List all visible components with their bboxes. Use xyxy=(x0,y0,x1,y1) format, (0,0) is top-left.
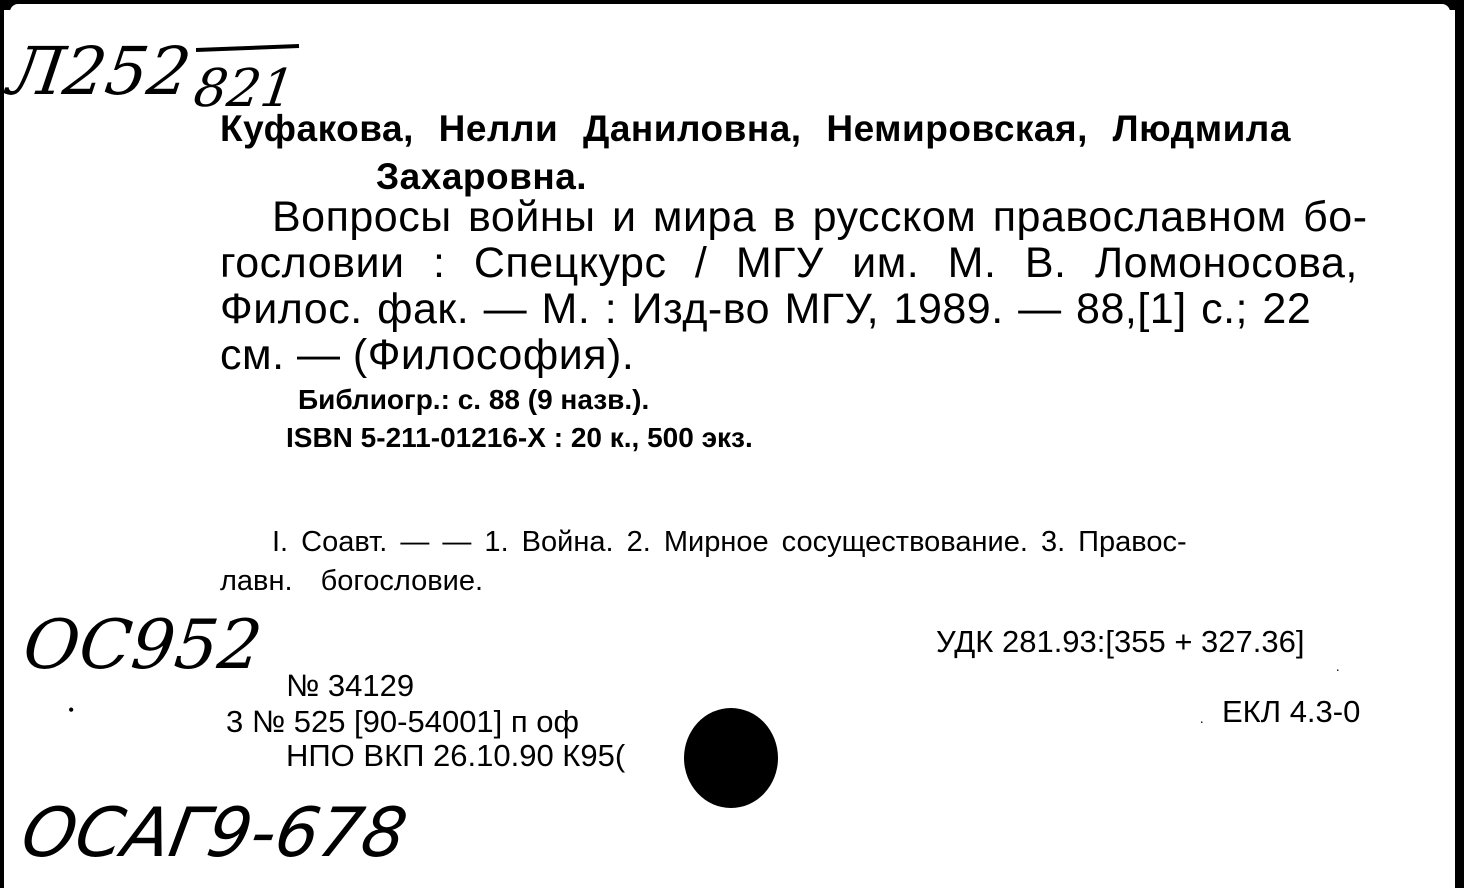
punch-hole xyxy=(684,708,778,808)
scan-speckle: • xyxy=(68,700,75,720)
title-line-1: Вопросы войны и мира в русском православном бо- xyxy=(272,193,1368,241)
card-top-edge-inner xyxy=(10,4,1450,12)
handwritten-collection-graphic xyxy=(19,588,266,688)
subjects-line-1: I. Соавт. — — 1. Война. 2. Мирное сосуществование. 3. Правос- xyxy=(272,526,1187,558)
author-line-2: Захаровна. xyxy=(376,156,588,197)
npo-line: НПО ВКП 26.10.90 К95( xyxy=(286,738,626,773)
scan-speckle: . xyxy=(1336,660,1340,675)
handwritten-shelf-text: ОСАГ9-678 xyxy=(15,793,413,873)
handwritten-collection-mark xyxy=(19,588,266,688)
title-line-3: Филос. фак. — М. : Изд-во МГУ, 1989. — 88,[1] с.; 22 xyxy=(220,285,1312,333)
subjects-line-2: лавн. богословие. xyxy=(220,565,484,597)
card-right-edge xyxy=(1455,0,1464,888)
author-line-1: Куфакова, Нелли Даниловна, Немировская, Людмила xyxy=(220,108,1291,149)
accession-number: № 34129 xyxy=(286,668,415,703)
card-left-edge xyxy=(0,0,4,888)
handwritten-shelf-graphic xyxy=(15,770,413,880)
title-line-2: гословии : Спецкурс / МГУ им. М. В. Ломоносова, xyxy=(220,239,1358,287)
handwritten-call-number xyxy=(3,22,304,119)
scan-speckle: . xyxy=(1200,712,1204,727)
handwritten-shelf-mark xyxy=(15,770,413,880)
inventory-overline xyxy=(196,46,299,50)
ekl-code: ЕКЛ 4.3-0 xyxy=(1222,694,1361,729)
isbn-line: ISBN 5-211-01216-X : 20 к., 500 экз. xyxy=(286,422,753,453)
handwritten-call-number-graphic xyxy=(3,22,304,119)
bibliography-note: Библиогр.: с. 88 (9 назв.). xyxy=(298,384,650,415)
udc-code: УДК 281.93:[355 + 327.36] xyxy=(936,624,1305,659)
handwritten-collection-text: ОС952 xyxy=(19,606,266,685)
handwritten-call-number-text: Л252 xyxy=(3,32,196,110)
title-line-4: см. — (Философия). xyxy=(220,331,635,379)
handwritten-inventory-text: 821 xyxy=(190,59,299,119)
order-line: 3 № 525 [90-54001] п оф xyxy=(226,704,580,739)
